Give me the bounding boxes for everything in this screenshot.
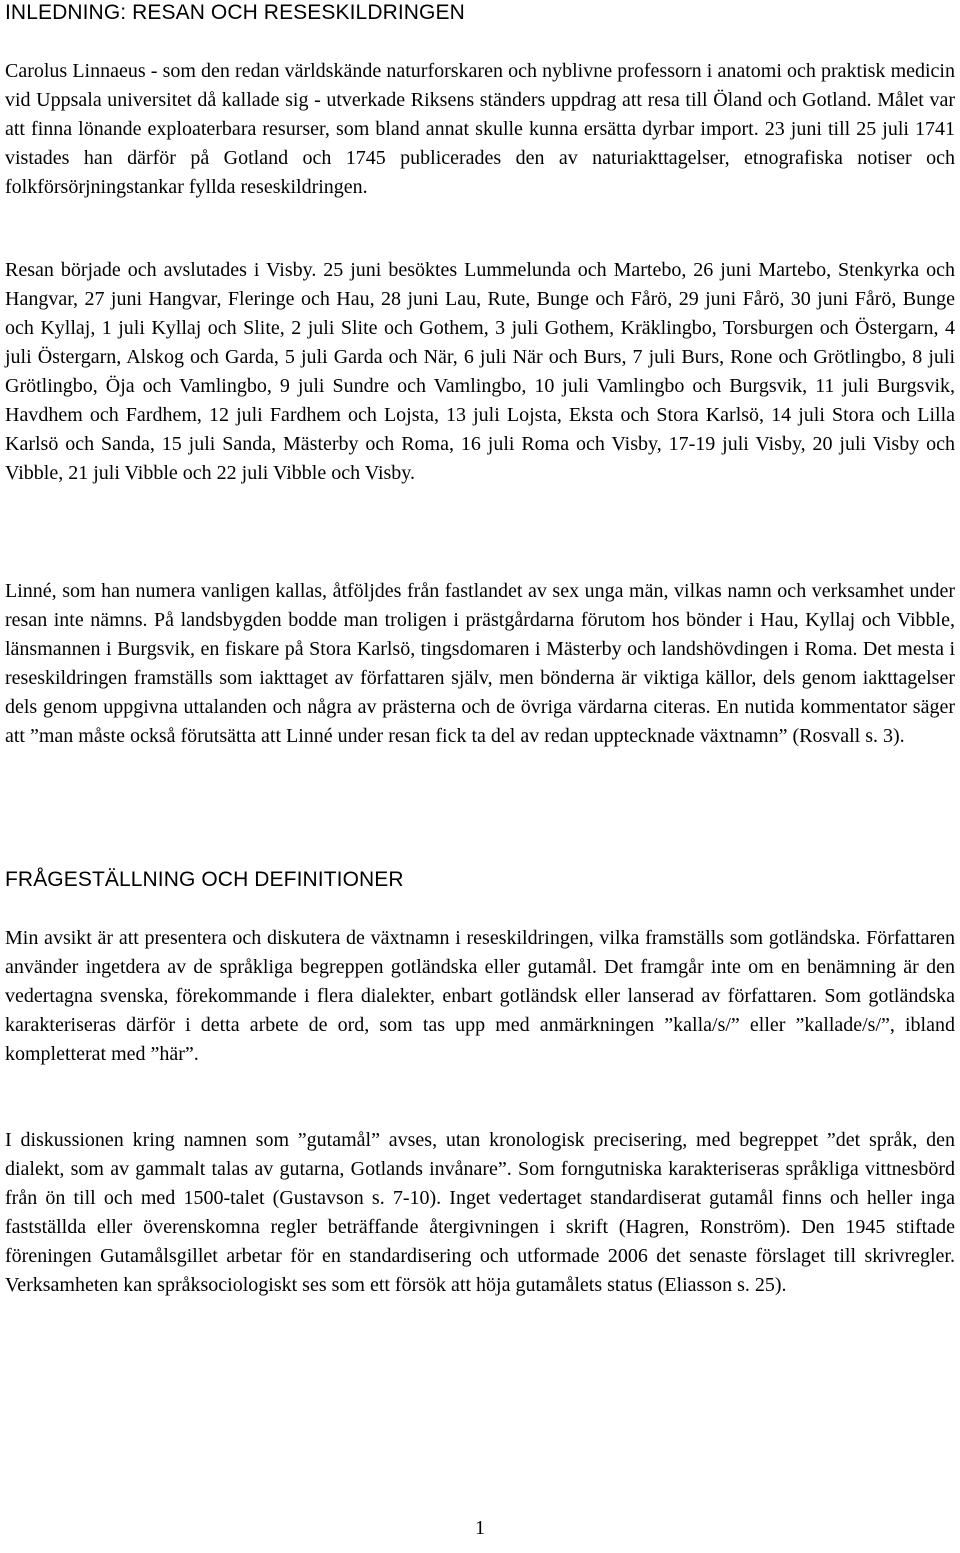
section-heading-definitions: FRÅGESTÄLLNING OCH DEFINITIONER [5,868,404,891]
paragraph-purpose: Min avsikt är att presentera och diskutera de växtnamn i reseskildringen, vilka framställs som gotländska. Författaren använder ingetdera av de språkliga begreppen gotländska eller gutamål. Det framgår inte om en benämning är den vedertagna svenska, förekommande i flera dialekter, enbart gotländsk eller lanserad av författaren. Som gotländska karakteriseras därför i detta arbete de ord, som tas upp med anmärkningen ”kalla/s/” eller ”kallade/s/”, ibland kompletterat med ”här”. [5,927,955,1065]
paragraph-companions: Linné, som han numera vanligen kallas, åtföljdes från fastlandet av sex unga män, vilkas namn och verksamhet under resan inte nämns. På landsbygden bodde man troligen i prästgårdarna förutom hos bönder i Hau, Kyllaj och Vibble, länsmannen i Burgsvik, en fiskare på Stora Karlsö, tingsdomaren i Mästerby och landshövdingen i Roma. Det mesta i reseskildringen framställs som iakttaget av författaren själv, men bönderna är viktiga källor, dels genom iakttagelser dels genom uppgivna uttalanden och några av prästerna och de övriga värdarna citeras. En nutida kommentator säger att ”man måste också förutsätta att Linné under resan fick ta del av redan upptecknade växtnamn” (Rosvall s. 3). [5,580,955,747]
page-number: 1 [475,1517,485,1539]
paragraph-intro: Carolus Linnaeus - som den redan världskände naturforskaren och nyblivne professorn i anatomi och praktisk medicin vid Uppsala universitet då kallade sig - utverkade Riksens ständers uppdrag att resa till Öland och Gotland. Målet var att finna lönande exploaterbara resurser, som bland annat skulle kunna ersätta dyrbar import. 23 juni till 25 juli 1741 vistades han därför på Gotland och 1745 publicerades den av naturiakttagelser, etnografiska notiser och folkförsörjningstankar fyllda reseskildringen. [5,60,955,198]
section-heading-intro: INLEDNING: RESAN OCH RESESKILDRINGEN [5,1,465,24]
paragraph-itinerary: Resan började och avslutades i Visby. 25 juni besöktes Lummelunda och Martebo, 26 juni Martebo, Stenkyrka och Hangvar, 27 juni Hangvar, Fleringe och Hau, 28 juni Lau, Rute, Bunge och Fårö, 29 juni Fårö, 30 juni Fårö, Bunge och Kyllaj, 1 juli Kyllaj och Slite, 2 juli Slite och Gothem, 3 juli Gothem, Kräklingbo, Torsburgen och Östergarn, 4 juli Östergarn, Alskog och Garda, 5 juli Garda och När, 6 juli När och Burs, 7 juli Burs, Rone och Grötlingbo, 8 juli Grötlingbo, Öja och Vamlingbo, 9 juli Sundre och Vamlingbo, 10 juli Vamlingbo och Burgsvik, 11 juli Burgsvik, Havdhem och Fardhem, 12 juli Fardhem och Lojsta, 13 juli Lojsta, Eksta och Stora Karlsö, 14 juli Stora och Lilla Karlsö och Sanda, 15 juli Sanda, Mästerby och Roma, 16 juli Roma och Visby, 17-19 juli Visby, 20 juli Visby och Vibble, 21 juli Vibble och 22 juli Vibble och Visby. [5,259,955,484]
paragraph-gutamal: I diskussionen kring namnen som ”gutamål” avses, utan kronologisk precisering, med begreppet ”det språk, den dialekt, som av gammalt talas av gutarna, Gotlands invånare”. Som forngutniska karakteriseras språkliga vittnesbörd från ön till och med 1500-talet (Gustavson s. 7-10). Inget vedertaget standardiserat gutamål finns och heller inga fastställda eller överenskomna regler beträffande återgivningen i skrift (Hagren, Ronström). Den 1945 stiftade föreningen Gutamålsgillet arbetar för en standardisering och utformade 2006 det senaste förslaget till skrivregler. Verksamheten kan språksociologiskt ses som ett försök att höja gutamålets status (Eliasson s. 25). [5,1129,955,1296]
